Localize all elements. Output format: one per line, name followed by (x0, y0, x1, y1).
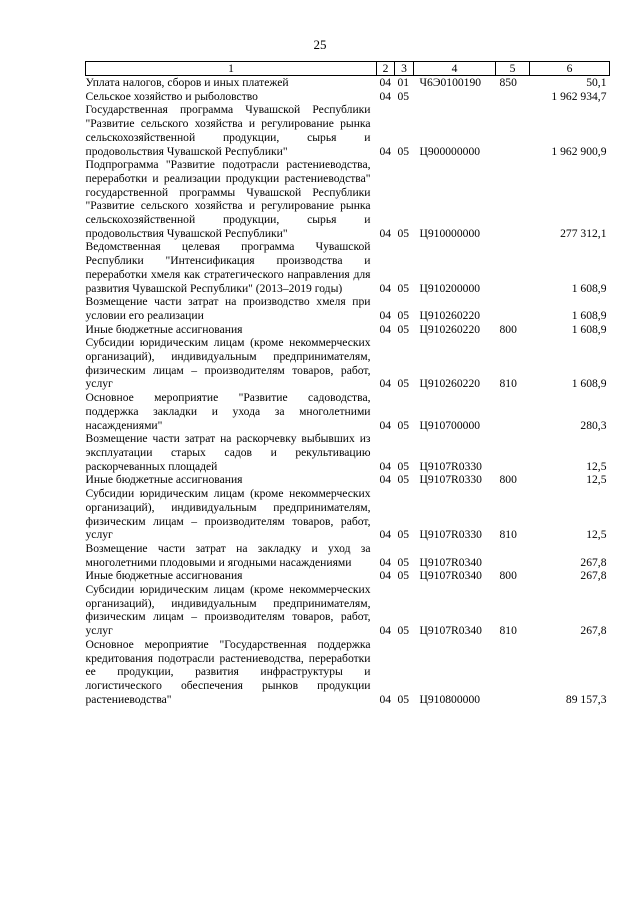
row-amount: 12,5 (586, 459, 607, 473)
row-section: 04 (379, 624, 392, 638)
row-section: 04 (379, 281, 392, 295)
row-amount: 1 608,9 (571, 377, 607, 391)
row-section: 04 (379, 308, 392, 322)
table-row (86, 158, 610, 240)
row-section: 04 (379, 89, 392, 103)
table-row (86, 336, 610, 391)
row-target-code: Ц910700000 (419, 418, 481, 432)
row-amount: 1 608,9 (571, 308, 607, 322)
row-section: 04 (379, 692, 392, 706)
row-expense-type: 800 (499, 322, 517, 336)
row-name: Ведомственная целевая программа Чувашской Республики "Интенсификация производства и переработки хмеля как стратегического направления для развития Чувашской Республики" (2013–2019 годы) (85, 240, 371, 295)
row-expense-type: 810 (499, 624, 517, 638)
row-section: 04 (379, 76, 392, 89)
header-row (86, 62, 610, 76)
row-expense-type: 800 (499, 569, 517, 583)
row-target-code: Ц910200000 (419, 281, 481, 295)
table-header (86, 62, 610, 76)
row-amount: 50,1 (586, 76, 607, 89)
row-subsection: 05 (397, 459, 410, 473)
row-subsection: 05 (397, 528, 410, 542)
row-subsection: 05 (397, 473, 410, 487)
row-name: Сельское хозяйство и рыболовство (85, 89, 258, 103)
row-section: 04 (379, 459, 392, 473)
table-row (86, 542, 610, 569)
row-subsection: 05 (397, 418, 410, 432)
row-target-code: Ц900000000 (419, 144, 481, 158)
row-name: Субсидии юридическим лицам (кроме некоммерческих организаций), индивидуальным предпринимателям, физическим лицам – производителям товаров, работ, услуг (85, 487, 371, 542)
row-name: Государственная программа Чувашской Республики "Развитие сельского хозяйства и регулирование рынка сельскохозяйственной продукции, сырья и продовольствия Чувашской Республики" (85, 103, 371, 158)
row-name: Возмещение части затрат на закладку и уход за многолетними плодовыми и ягодными насаждениями (85, 541, 371, 569)
row-target-code: Ц9107R0330 (419, 528, 482, 542)
table-row (86, 103, 610, 158)
row-target-code: Ц910260220 (419, 377, 481, 391)
header-cell-1: 1 (86, 62, 377, 76)
row-subsection: 05 (397, 144, 410, 158)
row-name: Подпрограмма "Развитие подотрасли растениеводства, переработки и реализации продукции растениеводства" государственной программы Чувашской Республики "Развитие сельского хозяйства и регулирование рынка сельскохозяйственной продукции, сырья и продовольствия Чувашской Республики" (85, 158, 371, 240)
row-amount: 1 608,9 (571, 281, 607, 295)
row-amount: 12,5 (586, 473, 607, 487)
row-name: Уплата налогов, сборов и иных платежей (85, 76, 289, 89)
row-expense-type: 800 (499, 473, 517, 487)
row-subsection: 05 (397, 555, 410, 569)
row-section: 04 (379, 528, 392, 542)
row-amount: 277 312,1 (560, 226, 607, 240)
row-expense-type (496, 90, 530, 104)
row-amount: 267,8 (580, 555, 607, 569)
row-expense-type (496, 295, 530, 322)
row-target-code: Ч6Э0100190 (419, 76, 482, 89)
table-row (86, 638, 610, 707)
table-row (86, 583, 610, 638)
table-row (86, 487, 610, 542)
row-target-code: Ц910800000 (419, 692, 481, 706)
row-name: Основное мероприятие "Развитие садоводства, поддержка закладки и ухода за многолетними насаждениями" (85, 391, 371, 432)
row-name: Иные бюджетные ассигнования (85, 569, 243, 583)
table-row (86, 473, 610, 487)
header-cell-5: 5 (496, 62, 530, 76)
row-subsection: 01 (397, 76, 410, 89)
row-section: 04 (379, 322, 392, 336)
row-section: 04 (379, 226, 392, 240)
row-amount: 280,3 (580, 418, 607, 432)
row-expense-type (496, 542, 530, 569)
row-target-code: Ц9107R0340 (419, 569, 482, 583)
row-amount: 1 608,9 (571, 322, 607, 336)
row-expense-type (496, 391, 530, 432)
row-amount: 1 962 934,7 (551, 89, 607, 103)
row-subsection: 05 (397, 89, 410, 103)
row-subsection: 05 (397, 322, 410, 336)
row-subsection: 05 (397, 226, 410, 240)
row-subsection: 05 (397, 624, 410, 638)
row-name: Возмещение части затрат на производство хмеля при условии его реализации (85, 295, 371, 322)
row-amount: 267,8 (580, 624, 607, 638)
row-expense-type: 850 (499, 76, 517, 89)
row-target-code: Ц9107R0340 (419, 555, 482, 569)
row-subsection: 05 (397, 377, 410, 391)
row-target-code: Ц9107R0330 (419, 459, 482, 473)
row-name: Субсидии юридическим лицам (кроме некоммерческих организаций), индивидуальным предпринимателям, физическим лицам – производителям товаров, работ, услуг (85, 336, 371, 391)
table-row (86, 76, 610, 90)
row-expense-type (496, 103, 530, 158)
row-expense-type (496, 638, 530, 707)
row-name: Субсидии юридическим лицам (кроме некоммерческих организаций), индивидуальным предпринимателям, физическим лицам – производителям товаров, работ, услуг (85, 583, 371, 638)
row-name: Иные бюджетные ассигнования (85, 322, 243, 336)
row-target-code: Ц9107R0330 (419, 473, 482, 487)
row-amount: 12,5 (586, 528, 607, 542)
row-section: 04 (379, 569, 392, 583)
row-expense-type: 810 (499, 377, 517, 391)
table-row (86, 432, 610, 473)
header-cell-6: 6 (530, 62, 610, 76)
table-row (86, 323, 610, 337)
row-amount: 267,8 (580, 569, 607, 583)
table-body (86, 76, 610, 707)
row-target-code (414, 90, 496, 104)
row-subsection: 05 (397, 281, 410, 295)
budget-table (85, 61, 610, 706)
row-section: 04 (379, 418, 392, 432)
row-expense-type (496, 240, 530, 295)
table-row (86, 90, 610, 104)
row-name: Иные бюджетные ассигнования (85, 473, 243, 487)
row-target-code: Ц9107R0340 (419, 624, 482, 638)
row-subsection: 05 (397, 692, 410, 706)
row-section: 04 (379, 377, 392, 391)
row-subsection: 05 (397, 569, 410, 583)
row-subsection: 05 (397, 308, 410, 322)
page-number: 25 (313, 37, 327, 52)
row-target-code: Ц910000000 (419, 226, 481, 240)
header-cell-3: 3 (395, 62, 414, 76)
table-row (86, 569, 610, 583)
row-section: 04 (379, 555, 392, 569)
row-expense-type: 810 (499, 528, 517, 542)
table-row (86, 240, 610, 295)
row-name: Возмещение части затрат на раскорчевку выбывших из эксплуатации старых садов и рекультивацию раскорчеванных площадей (85, 432, 371, 473)
row-section: 04 (379, 473, 392, 487)
table-row (86, 391, 610, 432)
row-expense-type (496, 432, 530, 473)
row-target-code: Ц910260220 (419, 322, 481, 336)
row-amount: 89 157,3 (565, 692, 607, 706)
row-expense-type (496, 158, 530, 240)
header-cell-2: 2 (377, 62, 395, 76)
row-name: Основное мероприятие "Государственная поддержка кредитования подотрасли растениеводства, переработки ее продукции, развития инфраструктуры и логистического обеспечения рынков продукции растениеводства" (85, 637, 371, 706)
row-section: 04 (379, 144, 392, 158)
row-amount: 1 962 900,9 (551, 144, 607, 158)
row-target-code: Ц910260220 (419, 308, 481, 322)
header-cell-4: 4 (414, 62, 496, 76)
table-row (86, 295, 610, 322)
